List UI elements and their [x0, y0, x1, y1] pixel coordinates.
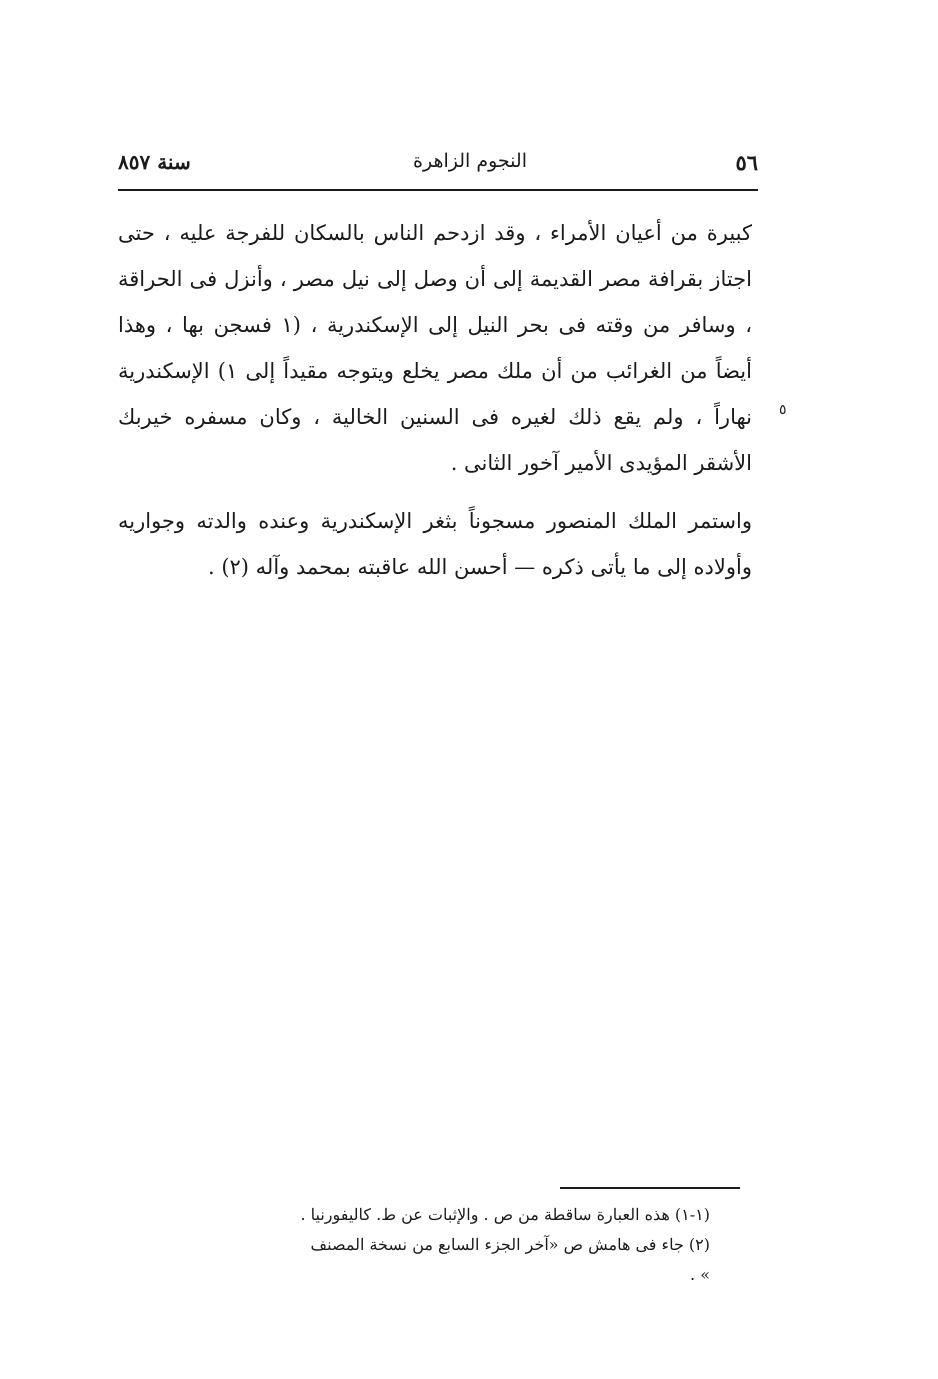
- paragraph-1: كبيرة من أعيان الأمراء ، وقد ازدحم الناس بالسكان للفرجة عليه ، حتى اجتاز بقرافة مصر القديمة إلى أن وصل إلى نيل مصر ، وأنزل فى الحراقة ، وسافر من وقته فى بحر النيل إلى الإسكندرية ، (١ فسجن بها ، وهذا أيضاً من الغرائب من أن ملك مصر يخلع ويتوجه مقيداً إلى ١) الإسكندرية نهاراً ، ولم يقع ذلك لغيره فى السنين الخالية ، وكان مسفره خيربك الأشقر المؤيدى الأمير آخور الثانى .: [118, 221, 752, 475]
- footnotes: [300, 1200, 710, 1290]
- footnote-1: (١-١) هذه العبارة ساقطة من ص . والإثبات عن ط. كاليفورنيا .: [300, 1205, 710, 1224]
- footnote-rule: [560, 1187, 740, 1189]
- year-label: سنة ٨٥٧: [118, 150, 191, 174]
- line-number-mark: ٥: [779, 402, 787, 418]
- running-title: النجوم الزاهرة: [413, 150, 527, 172]
- page-number: ٥٦: [735, 150, 758, 175]
- paragraph-2: واستمر الملك المنصور مسجوناً بثغر الإسكندرية وعنده والدته وجواريه وأولاده إلى ما يأتى ذكره — أحسن الله عاقبته بمحمد وآله (٢) .: [118, 509, 752, 579]
- footnote-2: (٢) جاء فى هامش ص «آخر الجزء السابع من نسخة المصنف » .: [310, 1235, 710, 1284]
- header-rule: [118, 189, 758, 191]
- body-text: [118, 210, 752, 590]
